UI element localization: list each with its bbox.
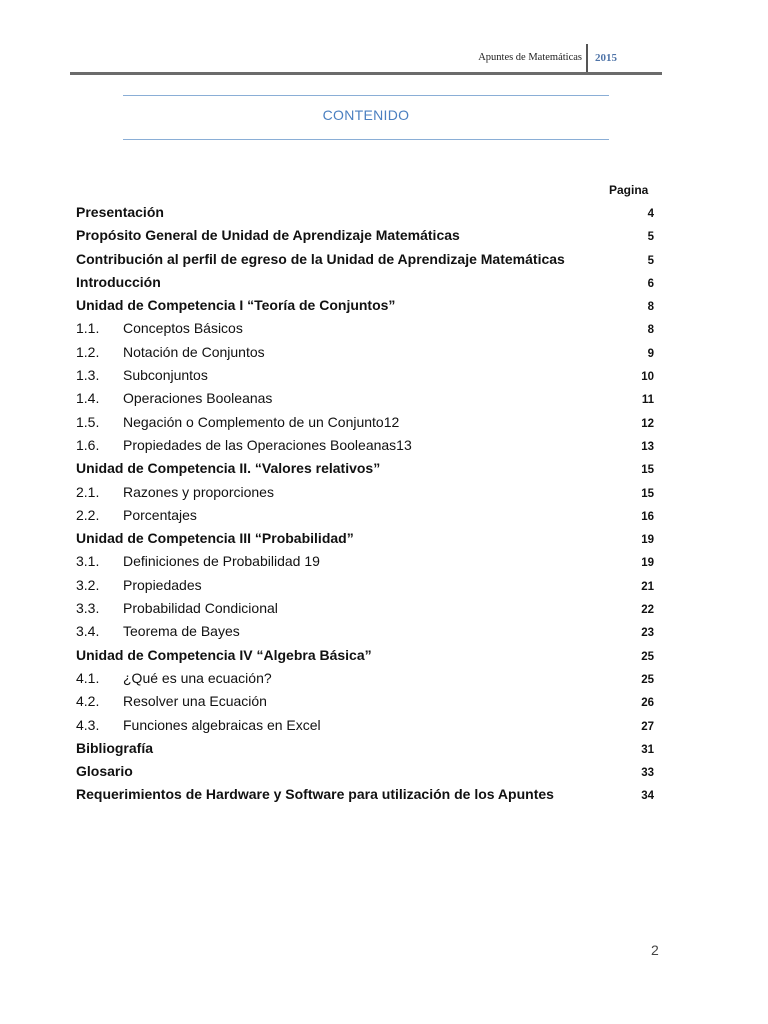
page-number: 2 xyxy=(651,942,659,958)
toc-entry-page: 26 xyxy=(641,697,654,710)
toc-entry-text xyxy=(76,437,412,453)
toc-entry[interactable] xyxy=(76,620,660,643)
toc-entry-text xyxy=(76,390,272,406)
toc-entry[interactable] xyxy=(76,224,660,247)
toc-entry-page: 10 xyxy=(641,371,654,384)
toc-entry-text xyxy=(76,484,274,500)
toc-entry-text xyxy=(76,740,153,756)
toc-entry[interactable] xyxy=(76,644,660,667)
toc-entry-title: Unidad de Competencia II. “Valores relativos” xyxy=(76,460,381,477)
toc-entry-number: 3.1. xyxy=(76,553,100,570)
toc-entry-text xyxy=(76,227,460,243)
toc-entry-title: Subconjuntos xyxy=(123,367,208,384)
toc-entry-page: 31 xyxy=(641,743,654,756)
toc-entry-page: 9 xyxy=(647,347,654,360)
toc-entry-text xyxy=(76,717,321,733)
toc-entry-title: Funciones algebraicas en Excel xyxy=(123,716,321,733)
toc-entry[interactable] xyxy=(76,504,660,527)
toc-entry[interactable] xyxy=(76,527,660,550)
toc-entry-title: Bibliografía xyxy=(76,739,154,756)
toc-entry-number: 2.2. xyxy=(76,506,100,523)
toc-entry-title: Unidad de Competencia I “Teoría de Conjuntos” xyxy=(76,297,396,314)
toc-entry-title: Probabilidad Condicional xyxy=(123,600,278,617)
toc-entry-text xyxy=(76,577,202,593)
toc-entry-title: Propiedades xyxy=(123,576,202,593)
toc-entry-number: 4.2. xyxy=(76,693,100,710)
toc-entry-page: 8 xyxy=(647,324,654,337)
toc-entry[interactable] xyxy=(76,760,660,783)
toc-title: CONTENIDO xyxy=(322,107,410,123)
toc-entry-text xyxy=(76,623,240,639)
toc-entry-page: 11 xyxy=(641,394,654,407)
toc-entry-title: Propiedades de las Operaciones Booleanas13 xyxy=(123,436,412,453)
toc-entry-number: 1.3. xyxy=(76,367,100,384)
toc-entry-text xyxy=(76,647,372,663)
toc-entry-title: Introducción xyxy=(76,273,161,290)
header-title: Apuntes de Matemáticas xyxy=(478,52,582,63)
toc-entry-text xyxy=(76,507,197,523)
toc-entry-page: 8 xyxy=(647,301,654,314)
toc-entry-page: 12 xyxy=(641,417,654,430)
toc-entry-page: 15 xyxy=(641,487,654,500)
toc-entry-text xyxy=(76,553,320,569)
toc-entry-page: 5 xyxy=(647,254,654,267)
toc-entry[interactable] xyxy=(76,387,660,410)
title-rule-bottom xyxy=(123,139,609,140)
toc-entry-title: Unidad de Competencia IV “Algebra Básica” xyxy=(76,646,372,663)
toc-entry-title: Notación de Conjuntos xyxy=(123,343,265,360)
toc-entry-title: Conceptos Básicos xyxy=(123,320,243,337)
toc-entry-page: 19 xyxy=(641,534,654,547)
toc-entry-page: 15 xyxy=(641,464,654,477)
toc-entry-number: 1.2. xyxy=(76,343,100,360)
toc-entry-title: Unidad de Competencia III “Probabilidad” xyxy=(76,530,354,547)
toc-entry-number: 3.3. xyxy=(76,600,100,617)
toc-entry-title: Requerimientos de Hardware y Software para utilización de los Apuntes xyxy=(76,786,554,803)
toc-entry-page: 25 xyxy=(641,650,654,663)
toc-entry-number: 1.1. xyxy=(76,320,100,337)
toc-entry-page: 27 xyxy=(641,720,654,733)
toc-entry-title: ¿Qué es una ecuación? xyxy=(123,669,272,686)
toc-entry-number: 2.1. xyxy=(76,483,100,500)
toc-entry-title: Operaciones Booleanas xyxy=(123,390,273,407)
toc-entry-text xyxy=(76,600,278,616)
toc-entry-text xyxy=(76,530,354,546)
toc-entry-page: 16 xyxy=(641,510,654,523)
toc-entry-page: 6 xyxy=(647,277,654,290)
toc-entry-number: 1.6. xyxy=(76,436,100,453)
toc-entry-page: 33 xyxy=(641,767,654,780)
toc-entry[interactable] xyxy=(76,457,660,480)
toc-entry[interactable] xyxy=(76,434,660,457)
toc-entry-title: Contribución al perfil de egreso de la Unidad de Aprendizaje Matemáticas xyxy=(76,250,565,267)
toc-entry-number: 3.2. xyxy=(76,576,100,593)
toc-entry-title: Teorema de Bayes xyxy=(123,623,240,640)
toc-entry-text xyxy=(76,763,133,779)
toc-entry-text xyxy=(76,204,164,220)
toc-entry-page: 21 xyxy=(641,580,654,593)
toc-entry-text xyxy=(76,274,161,290)
header-rule xyxy=(70,72,662,75)
title-rule-top xyxy=(123,95,609,96)
toc-entry-title: Porcentajes xyxy=(123,506,197,523)
toc-entry-title: Razones y proporciones xyxy=(123,483,274,500)
toc-entry[interactable] xyxy=(76,714,660,737)
toc-entry[interactable] xyxy=(76,783,660,806)
toc-entry-title: Negación o Complemento de un Conjunto12 xyxy=(123,413,400,430)
toc-entry-text xyxy=(76,670,272,686)
toc-entry[interactable] xyxy=(76,411,660,434)
toc-entry-number: 1.5. xyxy=(76,413,100,430)
toc-entry-text xyxy=(76,460,380,476)
toc-entry-page: 4 xyxy=(647,208,654,220)
toc-entry-text xyxy=(76,786,554,802)
toc-entry-page: 19 xyxy=(641,557,654,570)
toc-entry-page: 34 xyxy=(641,790,654,803)
toc-entry[interactable] xyxy=(76,737,660,760)
toc-entry-page: 23 xyxy=(641,627,654,640)
header-separator xyxy=(586,44,588,74)
toc-entry-text xyxy=(76,297,395,313)
toc-entry[interactable] xyxy=(76,294,660,317)
toc-entry[interactable] xyxy=(76,317,660,340)
toc-entry[interactable] xyxy=(76,667,660,690)
toc-entry-number: 4.3. xyxy=(76,716,100,733)
toc-entry-text xyxy=(76,414,399,430)
toc-entry-number: 3.4. xyxy=(76,623,100,640)
toc-entry-page: 25 xyxy=(641,673,654,686)
toc-entry-page: 5 xyxy=(647,231,654,244)
toc-entry[interactable] xyxy=(76,201,660,224)
toc-entry[interactable] xyxy=(76,574,660,597)
toc-entry-page: 22 xyxy=(641,604,654,617)
toc-entry[interactable] xyxy=(76,481,660,504)
toc-entry-text xyxy=(76,367,208,383)
toc-entry[interactable] xyxy=(76,597,660,620)
toc-entry[interactable] xyxy=(76,550,660,573)
table-of-contents xyxy=(76,201,660,807)
toc-entry[interactable] xyxy=(76,341,660,364)
toc-entry-page: 13 xyxy=(641,440,654,453)
toc-entry-number: 1.4. xyxy=(76,390,100,407)
toc-entry-title: Glosario xyxy=(76,763,133,780)
toc-entry-text xyxy=(76,251,565,267)
toc-entry-title: Resolver una Ecuación xyxy=(123,693,267,710)
toc-entry-title: Definiciones de Probabilidad 19 xyxy=(123,553,320,570)
page-column-label: Pagina xyxy=(609,183,649,197)
toc-entry[interactable] xyxy=(76,271,660,294)
toc-entry[interactable] xyxy=(76,364,660,387)
toc-entry-text xyxy=(76,320,243,336)
toc-entry-title: Presentación xyxy=(76,204,164,220)
toc-entry-text xyxy=(76,693,267,709)
toc-entry-title: Propósito General de Unidad de Aprendizaje Matemáticas xyxy=(76,227,460,244)
toc-entry-number: 4.1. xyxy=(76,669,100,686)
toc-entry-text xyxy=(76,344,265,360)
toc-entry[interactable] xyxy=(76,690,660,713)
header-year: 2015 xyxy=(595,52,617,64)
toc-entry[interactable] xyxy=(76,248,660,271)
